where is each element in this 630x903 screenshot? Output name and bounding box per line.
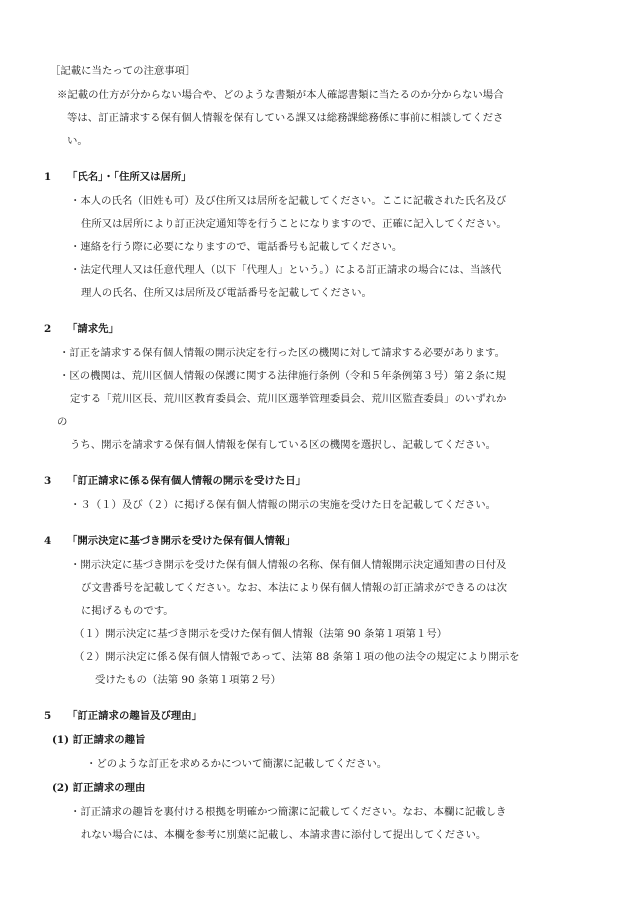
section-1-number: 1 [44, 171, 52, 183]
intro-line-1: ※記載の仕方が分からない場合や、どのような書類が本人確認書類に当たるのか分からない場合 [57, 89, 504, 101]
section-5-sub2-line: れない場合には、本欄を参考に別葉に記載し、本請求書に添付して提出してください。 [81, 829, 487, 841]
section-1-line: ・法定代理人又は任意代理人（以下「代理人」という。）による訂正請求の場合には、当該代 [70, 264, 502, 276]
section-3-number: 3 [44, 475, 52, 487]
intro-line-3: い。 [67, 135, 88, 147]
section-2-title: 「請求先」 [67, 323, 119, 335]
section-2-number: 2 [44, 323, 52, 335]
notes-heading: ［記載に当たっての注意事項］ [50, 65, 196, 77]
intro-line-2: 等は、訂正請求する保有個人情報を保有している課又は総務課総務係に事前に相談してくださ [67, 112, 504, 124]
section-5-number: 5 [44, 710, 52, 722]
section-4-line: び文書番号を記載してください。なお、本法により保有個人情報の訂正請求ができるのは次 [81, 582, 508, 594]
section-5-title: 「訂正請求の趣旨及び理由」 [67, 710, 203, 722]
section-4-number: 4 [44, 535, 52, 547]
section-3-title: 「訂正請求に係る保有個人情報の開示を受けた日」 [67, 475, 306, 487]
section-2-line: うち、開示を請求する保有個人情報を保有している区の機関を選択し、記載してください。 [70, 439, 497, 451]
section-1-title: 「氏名」・「住所又は居所」 [67, 171, 192, 183]
section-2-line: の [57, 416, 68, 428]
section-4-line: ・開示決定に基づき開示を受けた保有個人情報の名称、保有個人情報開示決定通知書の日付及 [70, 559, 507, 571]
section-4-line: に掲げるものです。 [81, 605, 174, 617]
section-1-line: ・本人の氏名（旧姓も可）及び住所又は居所を記載してください。ここに記載された氏名及び [70, 195, 507, 207]
section-1-line: ・連絡を行う際に必要になりますので、電話番号も記載してください。 [70, 241, 403, 253]
section-5-sub2-line: ・訂正請求の趣旨を裏付ける根拠を明確かつ簡潔に記載してください。なお、本欄に記載しき [70, 806, 507, 818]
section-2-line: ・区の機関は、荒川区個人情報の保護に関する法律施行条例（令和５年条例第３号）第２条に規 [59, 370, 506, 382]
section-2-line: 定する「荒川区長、荒川区教育委員会、荒川区選挙管理委員会、荒川区監査委員」のいずれか [70, 393, 507, 405]
section-4-item-2-cont: 受けたもの（法第 90 条第１項第２号） [95, 674, 282, 686]
section-2-line: ・訂正を請求する保有個人情報の開示決定を行った区の機関に対して請求する必要があります。 [59, 347, 505, 359]
section-5-sub1-line: ・どのような訂正を求めるかについて簡潔に記載してください。 [86, 758, 388, 770]
section-5-sub1-title: (1) 訂正請求の趣旨 [52, 734, 146, 746]
section-4-item-1: （１）開示決定に基づき開示を受けた保有個人情報（法第 90 条第１項第１号） [74, 628, 448, 640]
section-4-item-2: （２）開示決定に係る保有個人情報であって、法第 88 条第１項の他の法令の規定により開示を [74, 651, 520, 663]
section-3-line: ・３（１）及び（２）に掲げる保有個人情報の開示の実施を受けた日を記載してください。 [70, 499, 497, 511]
section-5-sub2-title: (2) 訂正請求の理由 [52, 782, 146, 794]
section-1-line: 住所又は居所により訂正決定通知等を行うことになりますので、正確に記入してください。 [81, 218, 507, 230]
section-4-title: 「開示決定に基づき開示を受けた保有個人情報」 [67, 535, 296, 547]
section-1-line: 理人の氏名、住所又は居所及び電話番号を記載してください。 [81, 287, 372, 299]
